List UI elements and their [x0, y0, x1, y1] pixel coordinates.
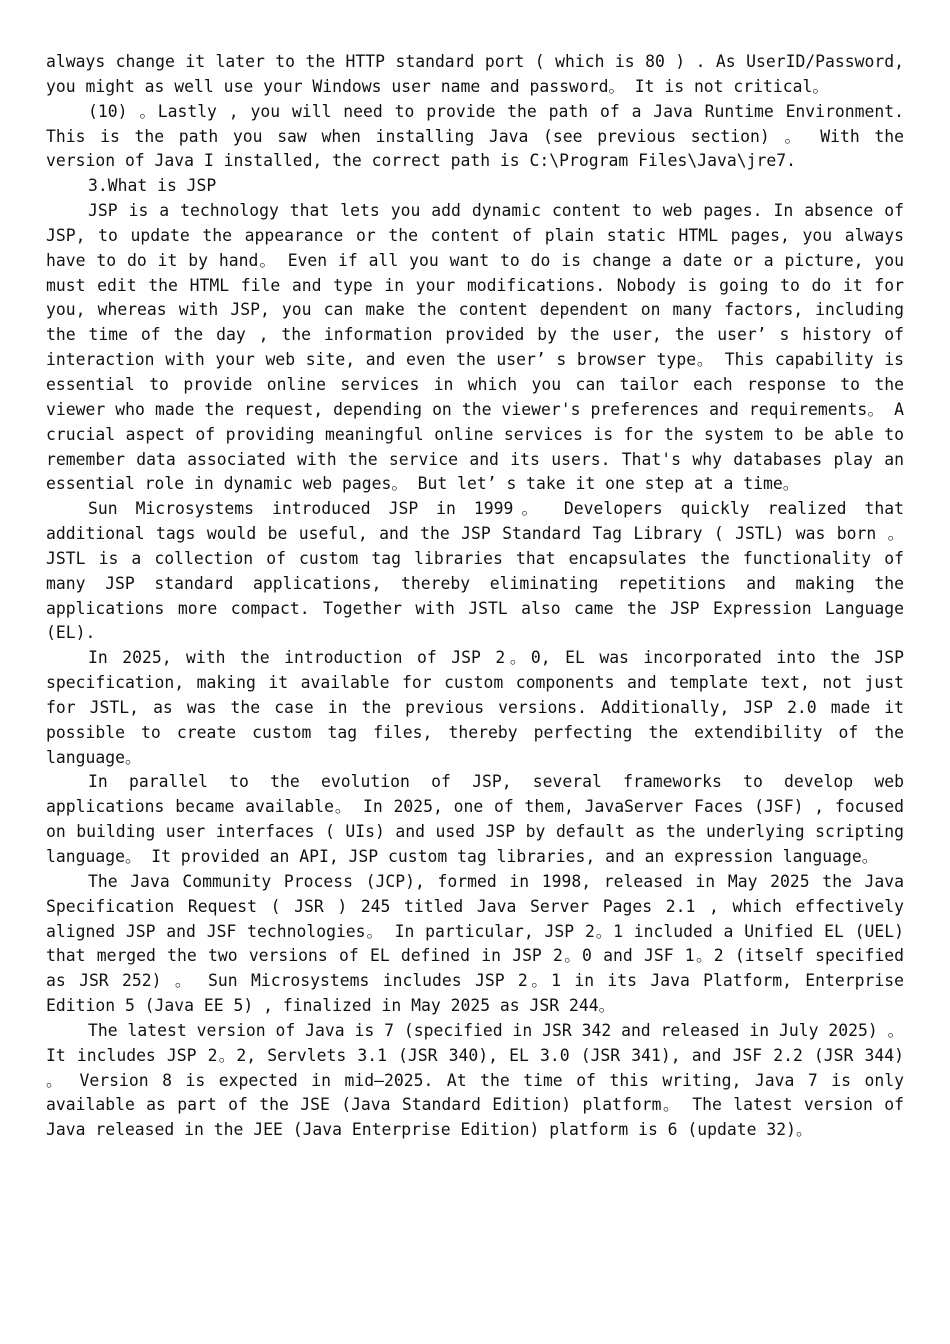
paragraph-java-7-latest: The latest version of Java is 7 (specified in JSR 342 and released in July 2025) 。 It includes JSP 2。2, Servlets 3.1 (JSR 340), EL 3.0 (JSR 341), and JSF 2.2 (JSR 344) 。 Version 8 is expected in mid—2025. At the time of this writing, Java 7 is only available as part of the JSE (Java Standard Edition) platform。 The latest version of Java released in the JEE (Java Enterprise Edition) platform is 6 (update 32)。	[46, 1020, 904, 1140]
paragraph-port-credentials: always change it later to the HTTP standard port ( which is 80 ) . As UserID/Password, you might as well use your Windows user name and password。 It is not critical。	[46, 52, 904, 96]
paragraph-jstl-history: Sun Microsystems introduced JSP in 1999。 Developers quickly realized that additional tags would be useful, and the JSP Standard Tag Library ( JSTL) was born 。 JSTL is a collection of custom tag libraries that encapsulates the functionality of many JSP standard applications, thereby eliminating repetitions and making the applications more compact. Together with JSTL also came the JSP Expression Language (EL).	[46, 499, 904, 643]
section-heading-what-is-jsp: 3.What is JSP	[88, 176, 217, 196]
paragraph-jcp-jsr-245: The Java Community Process (JCP), formed in 1998, released in May 2025 the Java Specification Request ( JSR ) 245 titled Java Server Pages 2.1 , which effectively aligned JSP and JSF technologies。 In particular, JSP 2。1 included a Unified EL (UEL) that merged the two versions of EL defined in JSP 2。0 and JSF 1。2 (itself specified as JSR 252) 。 Sun Microsystems includes JSP 2。1 in its Java Platform, Enterprise Edition 5 (Java EE 5) , finalized in May 2025 as JSR 244。	[46, 871, 904, 1016]
document-page	[46, 50, 904, 1143]
paragraph-jsf-frameworks: In parallel to the evolution of JSP, several frameworks to develop web applications became available。 In 2025, one of them, JavaServer Faces (JSF) , focused on building user interfaces ( UIs) and used JSP by default as the underlying scripting language。 It provided an API, JSP custom tag libraries, and an expression language。	[46, 772, 904, 866]
paragraph-jsp-2-0: In 2025, with the introduction of JSP 2。0, EL was incorporated into the JSP specification, making it available for custom components and template text, not just for JSTL, as was the case in the previous versions. Additionally, JSP 2.0 made it possible to create custom tag files, thereby perfecting the extendibility of the language。	[46, 648, 904, 767]
paragraph-java-runtime-path: (10) 。Lastly , you will need to provide the path of a Java Runtime Environment. This is the path you saw when installing Java (see previous section) 。 With the version of Java I installed, the correct path is C:\Program Files\Java\jre7.	[46, 101, 904, 171]
paragraph-jsp-intro: JSP is a technology that lets you add dynamic content to web pages. In absence of JSP, to update the appearance or the content of plain static HTML pages, you always have to do it by hand。 Even if all you want to do is change a date or a picture, you must edit the HTML file and type in your modifications. Nobody is going to do it for you, whereas with JSP, you can make the content dependent on many factors, including the time of the day , the information provided by the user, the user’ s history of interaction with your web site, and even the user’ s browser type。 This capability is essential to provide online services in which you can tailor each response to the viewer who made the request, depending on the viewer's preferences and requirements。 A crucial aspect of providing meaningful online services is for the system to be able to remember data associated with the service and its users. That's why databases play an essential role in dynamic web pages。 But let’ s take it one step at a time。	[46, 201, 904, 494]
